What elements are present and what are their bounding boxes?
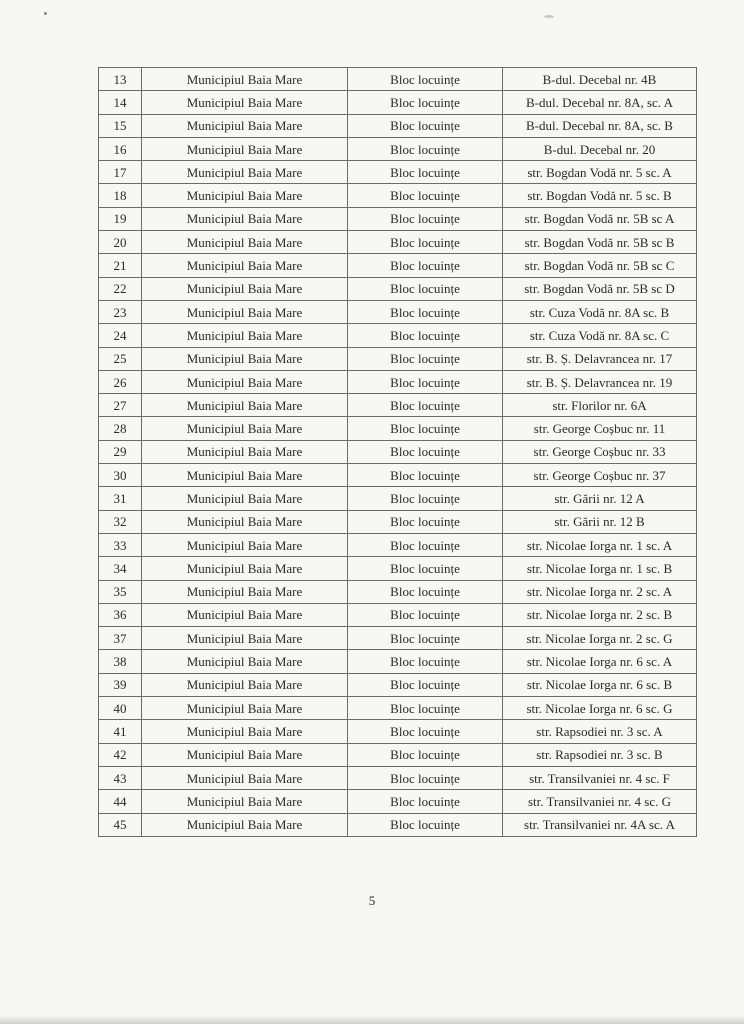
locality-cell: Municipiul Baia Mare [142, 114, 348, 137]
locality-cell: Municipiul Baia Mare [142, 231, 348, 254]
table-row [99, 394, 697, 417]
locality-cell: Municipiul Baia Mare [142, 743, 348, 766]
row-number-cell: 39 [99, 673, 142, 696]
address-cell: B-dul. Decebal nr. 8A, sc. B [503, 114, 697, 137]
locality-cell: Municipiul Baia Mare [142, 394, 348, 417]
address-cell: str. B. Ș. Delavrancea nr. 19 [503, 370, 697, 393]
table-row [99, 743, 697, 766]
table-row [99, 184, 697, 207]
locality-cell: Municipiul Baia Mare [142, 300, 348, 323]
row-number-cell: 42 [99, 743, 142, 766]
address-cell: str. Nicolae Iorga nr. 6 sc. G [503, 697, 697, 720]
row-number-cell: 34 [99, 557, 142, 580]
locality-cell: Municipiul Baia Mare [142, 790, 348, 813]
building-type-cell: Bloc locuințe [348, 300, 503, 323]
address-cell: str. Nicolae Iorga nr. 6 sc. A [503, 650, 697, 673]
building-type-cell: Bloc locuințe [348, 277, 503, 300]
address-cell: str. George Coșbuc nr. 33 [503, 440, 697, 463]
building-type-cell: Bloc locuințe [348, 487, 503, 510]
building-type-cell: Bloc locuințe [348, 347, 503, 370]
address-cell: str. Bogdan Vodă nr. 5B sc C [503, 254, 697, 277]
locality-cell: Municipiul Baia Mare [142, 627, 348, 650]
row-number-cell: 21 [99, 254, 142, 277]
building-type-cell: Bloc locuințe [348, 440, 503, 463]
building-type-cell: Bloc locuințe [348, 464, 503, 487]
address-cell: str. Nicolae Iorga nr. 2 sc. A [503, 580, 697, 603]
locality-cell: Municipiul Baia Mare [142, 813, 348, 836]
building-type-cell: Bloc locuințe [348, 627, 503, 650]
building-type-cell: Bloc locuințe [348, 207, 503, 230]
row-number-cell: 17 [99, 161, 142, 184]
building-type-cell: Bloc locuințe [348, 790, 503, 813]
row-number-cell: 40 [99, 697, 142, 720]
address-cell: B-dul. Decebal nr. 20 [503, 137, 697, 160]
table-row [99, 114, 697, 137]
address-cell: str. Bogdan Vodă nr. 5B sc A [503, 207, 697, 230]
row-number-cell: 19 [99, 207, 142, 230]
table-row [99, 137, 697, 160]
address-cell: str. B. Ș. Delavrancea nr. 17 [503, 347, 697, 370]
building-type-cell: Bloc locuințe [348, 91, 503, 114]
building-type-cell: Bloc locuințe [348, 697, 503, 720]
address-cell: str. Nicolae Iorga nr. 6 sc. B [503, 673, 697, 696]
table-row [99, 557, 697, 580]
table-row [99, 720, 697, 743]
address-cell: str. George Coșbuc nr. 37 [503, 464, 697, 487]
address-cell: str. Gării nr. 12 B [503, 510, 697, 533]
table-row [99, 487, 697, 510]
building-type-cell: Bloc locuințe [348, 417, 503, 440]
row-number-cell: 41 [99, 720, 142, 743]
table-row [99, 254, 697, 277]
row-number-cell: 44 [99, 790, 142, 813]
building-type-cell: Bloc locuințe [348, 161, 503, 184]
table-row [99, 440, 697, 463]
building-type-cell: Bloc locuințe [348, 394, 503, 417]
address-cell: B-dul. Decebal nr. 8A, sc. A [503, 91, 697, 114]
address-cell: B-dul. Decebal nr. 4B [503, 68, 697, 91]
locality-cell: Municipiul Baia Mare [142, 510, 348, 533]
locality-cell: Municipiul Baia Mare [142, 207, 348, 230]
building-type-cell: Bloc locuințe [348, 650, 503, 673]
scan-speck [544, 15, 554, 18]
table-row [99, 417, 697, 440]
row-number-cell: 18 [99, 184, 142, 207]
row-number-cell: 25 [99, 347, 142, 370]
table-row [99, 68, 697, 91]
table-row [99, 766, 697, 789]
row-number-cell: 43 [99, 766, 142, 789]
address-cell: str. Bogdan Vodă nr. 5 sc. A [503, 161, 697, 184]
locality-cell: Municipiul Baia Mare [142, 254, 348, 277]
locality-cell: Municipiul Baia Mare [142, 533, 348, 556]
locality-cell: Municipiul Baia Mare [142, 277, 348, 300]
row-number-cell: 23 [99, 300, 142, 323]
row-number-cell: 31 [99, 487, 142, 510]
building-type-cell: Bloc locuințe [348, 603, 503, 626]
table-row [99, 510, 697, 533]
row-number-cell: 32 [99, 510, 142, 533]
row-number-cell: 14 [99, 91, 142, 114]
table-row [99, 324, 697, 347]
row-number-cell: 13 [99, 68, 142, 91]
building-type-cell: Bloc locuințe [348, 114, 503, 137]
locality-cell: Municipiul Baia Mare [142, 370, 348, 393]
locality-cell: Municipiul Baia Mare [142, 720, 348, 743]
table-row [99, 161, 697, 184]
locality-cell: Municipiul Baia Mare [142, 347, 348, 370]
table-row [99, 91, 697, 114]
locality-cell: Municipiul Baia Mare [142, 673, 348, 696]
building-type-cell: Bloc locuințe [348, 673, 503, 696]
row-number-cell: 20 [99, 231, 142, 254]
locality-cell: Municipiul Baia Mare [142, 464, 348, 487]
address-cell: str. Nicolae Iorga nr. 2 sc. B [503, 603, 697, 626]
address-cell: str. Cuza Vodă nr. 8A sc. C [503, 324, 697, 347]
address-cell: str. Transilvaniei nr. 4 sc. F [503, 766, 697, 789]
scan-bottom-edge [0, 1016, 744, 1024]
locality-cell: Municipiul Baia Mare [142, 580, 348, 603]
table-row [99, 207, 697, 230]
table-row [99, 277, 697, 300]
row-number-cell: 28 [99, 417, 142, 440]
row-number-cell: 24 [99, 324, 142, 347]
building-type-cell: Bloc locuințe [348, 743, 503, 766]
building-type-cell: Bloc locuințe [348, 533, 503, 556]
address-cell: str. Rapsodiei nr. 3 sc. B [503, 743, 697, 766]
building-type-cell: Bloc locuințe [348, 324, 503, 347]
locality-cell: Municipiul Baia Mare [142, 650, 348, 673]
address-cell: str. Nicolae Iorga nr. 2 sc. G [503, 627, 697, 650]
buildings-table [98, 67, 697, 837]
building-type-cell: Bloc locuințe [348, 254, 503, 277]
locality-cell: Municipiul Baia Mare [142, 91, 348, 114]
locality-cell: Municipiul Baia Mare [142, 137, 348, 160]
row-number-cell: 36 [99, 603, 142, 626]
table-row [99, 370, 697, 393]
row-number-cell: 27 [99, 394, 142, 417]
row-number-cell: 26 [99, 370, 142, 393]
address-cell: str. Transilvaniei nr. 4 sc. G [503, 790, 697, 813]
row-number-cell: 35 [99, 580, 142, 603]
building-type-cell: Bloc locuințe [348, 580, 503, 603]
building-type-cell: Bloc locuințe [348, 813, 503, 836]
locality-cell: Municipiul Baia Mare [142, 557, 348, 580]
table-row [99, 603, 697, 626]
address-cell: str. Nicolae Iorga nr. 1 sc. B [503, 557, 697, 580]
locality-cell: Municipiul Baia Mare [142, 487, 348, 510]
row-number-cell: 30 [99, 464, 142, 487]
row-number-cell: 16 [99, 137, 142, 160]
building-type-cell: Bloc locuințe [348, 557, 503, 580]
address-cell: str. Bogdan Vodă nr. 5B sc D [503, 277, 697, 300]
address-cell: str. Bogdan Vodă nr. 5 sc. B [503, 184, 697, 207]
address-cell: str. Gării nr. 12 A [503, 487, 697, 510]
locality-cell: Municipiul Baia Mare [142, 68, 348, 91]
page-number: 5 [368, 893, 376, 908]
locality-cell: Municipiul Baia Mare [142, 440, 348, 463]
table-row [99, 697, 697, 720]
table-row [99, 650, 697, 673]
building-type-cell: Bloc locuințe [348, 137, 503, 160]
building-type-cell: Bloc locuințe [348, 370, 503, 393]
address-cell: str. Bogdan Vodă nr. 5B sc B [503, 231, 697, 254]
locality-cell: Municipiul Baia Mare [142, 184, 348, 207]
row-number-cell: 38 [99, 650, 142, 673]
address-cell: str. Florilor nr. 6A [503, 394, 697, 417]
building-type-cell: Bloc locuințe [348, 766, 503, 789]
address-cell: str. Rapsodiei nr. 3 sc. A [503, 720, 697, 743]
row-number-cell: 45 [99, 813, 142, 836]
address-cell: str. George Coșbuc nr. 11 [503, 417, 697, 440]
building-type-cell: Bloc locuințe [348, 68, 503, 91]
address-cell: str. Transilvaniei nr. 4A sc. A [503, 813, 697, 836]
row-number-cell: 29 [99, 440, 142, 463]
row-number-cell: 22 [99, 277, 142, 300]
address-cell: str. Cuza Vodă nr. 8A sc. B [503, 300, 697, 323]
building-type-cell: Bloc locuințe [348, 510, 503, 533]
locality-cell: Municipiul Baia Mare [142, 161, 348, 184]
table-row [99, 580, 697, 603]
table-row [99, 231, 697, 254]
locality-cell: Municipiul Baia Mare [142, 324, 348, 347]
building-type-cell: Bloc locuințe [348, 231, 503, 254]
table-row [99, 300, 697, 323]
table-row [99, 673, 697, 696]
table-row [99, 464, 697, 487]
table-row [99, 790, 697, 813]
locality-cell: Municipiul Baia Mare [142, 697, 348, 720]
address-cell: str. Nicolae Iorga nr. 1 sc. A [503, 533, 697, 556]
table-row [99, 813, 697, 836]
locality-cell: Municipiul Baia Mare [142, 417, 348, 440]
building-type-cell: Bloc locuințe [348, 184, 503, 207]
row-number-cell: 37 [99, 627, 142, 650]
table-row [99, 347, 697, 370]
building-type-cell: Bloc locuințe [348, 720, 503, 743]
table-row [99, 627, 697, 650]
table-row [99, 533, 697, 556]
row-number-cell: 15 [99, 114, 142, 137]
row-number-cell: 33 [99, 533, 142, 556]
locality-cell: Municipiul Baia Mare [142, 603, 348, 626]
locality-cell: Municipiul Baia Mare [142, 766, 348, 789]
scan-speck [44, 12, 47, 15]
table-body [99, 68, 697, 837]
